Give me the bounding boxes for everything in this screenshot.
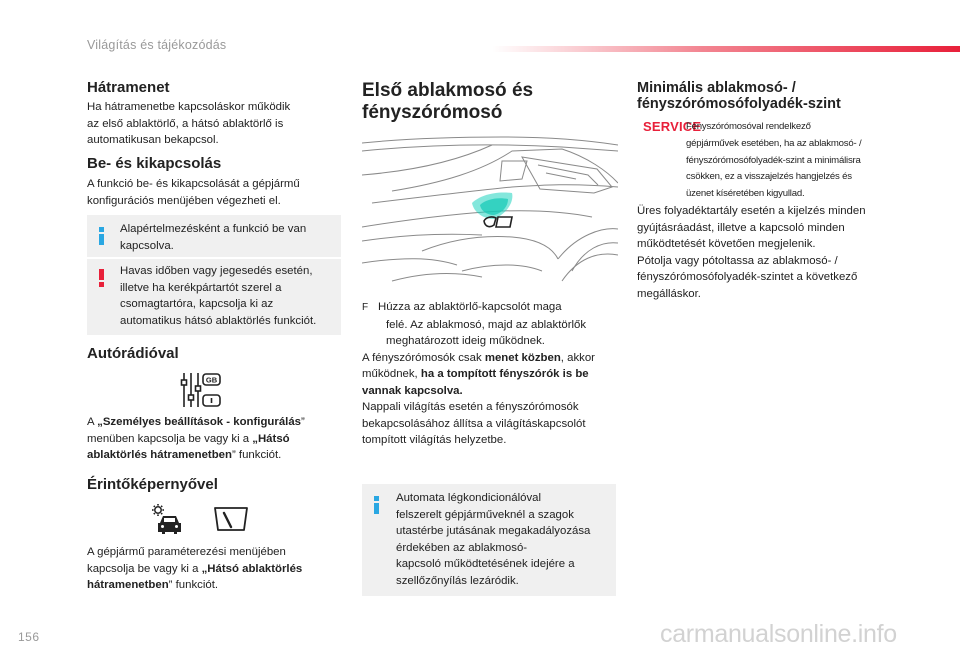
info-box-line: utastérbe jutásának megakadályozása (396, 525, 591, 537)
fluid-level-text-line: Pótolja vagy pótoltassa az ablakmosó- / (637, 254, 838, 267)
info-box-line: Alapértelmezésként a funkció be van (120, 223, 307, 235)
radio-text-part: ” (301, 416, 305, 428)
washer-instruction-line: Húzza az ablaktörlő-kapcsolót maga (378, 301, 562, 313)
warning-box-line: Havas időben vagy jegesedés esetén, (120, 265, 313, 277)
info-icon (374, 496, 379, 514)
touchscreen-text-part: ” funkciót. (168, 579, 219, 591)
info-box-line: kapcsolva. (120, 239, 174, 252)
heading-on-off: Be- és kikapcsolás (87, 155, 222, 172)
info-box-aircon (362, 484, 616, 596)
service-warning-text (686, 119, 886, 203)
touchscreen-text-bold: „Hátsó ablaktörlés (201, 562, 303, 575)
on-off-text-line: konfigurációs menüjében végezheti el. (87, 194, 281, 207)
fluid-level-text (637, 203, 907, 302)
washer-text-part: A fényszórómosók csak (362, 351, 485, 364)
on-off-text-line: A funkció be- és kikapcsolását a gépjármű (87, 178, 300, 190)
fluid-level-text-line: gyújtásráadást, illetve a kapcsoló minden (637, 221, 845, 234)
washer-text-bold: ha a tompított fényszórók is be (420, 368, 589, 380)
on-off-text (87, 176, 347, 209)
service-text-line: fényszórómosófolyadék-szint a minimálisra (686, 154, 861, 166)
radio-text-part: ” funkciót. (231, 449, 282, 461)
info-box-line: felszerelt gépjárműveknél a szagok (396, 508, 574, 521)
warning-box-snow (87, 259, 341, 335)
info-box-line: kapcsoló működtetésének idejére a (396, 558, 575, 570)
info-box-line: szellőzőnyílás lezáródik. (396, 574, 519, 587)
touchscreen-text-line: A gépjármű paraméterezési menüjében (87, 546, 286, 558)
radio-text (87, 414, 357, 464)
heading-line: fényszórómosófolyadék-szint (637, 96, 841, 112)
heading-front-washer (362, 80, 533, 124)
radio-text-part: menüben kapcsolja be vagy ki a (87, 432, 253, 445)
service-text-line: csökken, ez a visszajelzés hangjelzés és (686, 171, 852, 183)
reverse-text-line: Ha hátramenetbe kapcsoláskor működik (87, 101, 291, 113)
heading-radio: Autórádióval (87, 345, 179, 362)
washer-instruction-line: felé. Az ablakmosó, majd az ablaktörlők (386, 318, 587, 331)
washer-text-line: tompított világítás helyzetbe. (362, 434, 507, 446)
heading-fluid-level (637, 80, 841, 112)
radio-text-bold: ablaktörlés hátramenetben (87, 449, 232, 461)
touchscreen-text-part: kapcsolja be vagy ki a (87, 562, 202, 575)
radio-text-part: A (87, 416, 98, 428)
service-text-line: Fényszórómosóval rendelkező (686, 121, 811, 132)
heading-line: Első ablakmosó és (362, 80, 534, 101)
heading-line: fényszórómosó (362, 102, 503, 123)
rear-wiper-icon (213, 506, 249, 532)
fluid-level-text-line: fényszórómosófolyadék-szintet a következő (637, 271, 858, 283)
warning-box-line: automatikus hátsó ablaktörlés funkciót. (120, 314, 317, 327)
watermark: carmanualsonline.info (660, 620, 897, 648)
washer-text-line: bekapcsolásához állítsa a világításkapcsolót (362, 417, 586, 430)
fluid-level-text-line: működtetését követően megjelenik. (637, 238, 816, 250)
warning-box-line: csomagtartóra, kapcsolja ki az (120, 298, 274, 310)
washer-text-line: Nappali világítás esetén a fényszórómosók (362, 401, 579, 413)
washer-text-part: működnek, (362, 368, 421, 380)
info-box-line: érdekében az ablakmosó- (396, 541, 528, 554)
radio-text-bold: „Személyes beállítások - konfigurálás (97, 416, 301, 428)
header-accent-line (492, 46, 960, 52)
reverse-text-line: automatikusan bekapcsol. (87, 134, 219, 146)
heading-touchscreen: Érintőképernyővel (87, 476, 218, 493)
page-number: 156 (18, 630, 40, 644)
info-box-default (87, 215, 341, 257)
washer-text-bold: vannak kapcsolva. (362, 384, 463, 397)
radio-settings-icon (180, 371, 222, 409)
service-text-line: üzenet kíséretében kigyullad. (686, 188, 805, 200)
washer-text-part: , akkor (560, 351, 595, 364)
washer-text-bold: menet közben (484, 351, 561, 364)
warning-box-line: illetve ha kerékpártartót szerel a (120, 281, 282, 294)
section-title: Világítás és tájékozódás (87, 38, 227, 52)
washer-instructions (362, 299, 627, 449)
bullet-arrow-icon: F (362, 302, 369, 313)
radio-text-bold: „Hátsó (252, 432, 290, 445)
heading-reverse: Hátramenet (87, 79, 170, 96)
warning-icon (99, 269, 104, 287)
reverse-text-line: az első ablaktörlő, a hátsó ablaktörlő is (87, 117, 284, 130)
info-box-line: Automata légkondicionálóval (396, 492, 542, 504)
info-icon (99, 227, 104, 245)
service-text-line: gépjárművek esetében, ha az ablakmosó- / (686, 137, 862, 149)
vehicle-settings-icon (151, 503, 185, 535)
service-warning-icon: SERVICE (643, 119, 702, 134)
touchscreen-text (87, 544, 357, 594)
washer-instruction-line: meghatározott ideig működnek. (386, 335, 545, 347)
radio-icon-label: GB (205, 375, 218, 385)
fluid-level-text-line: Üres folyadéktartály esetén a kijelzés minden (637, 205, 866, 217)
reverse-text (87, 99, 347, 149)
fluid-level-text-line: megálláskor. (637, 287, 701, 300)
touchscreen-text-bold: hátramenetben (87, 579, 169, 591)
car-front-illustration (362, 131, 618, 287)
heading-line: Minimális ablakmosó- / (637, 80, 796, 96)
